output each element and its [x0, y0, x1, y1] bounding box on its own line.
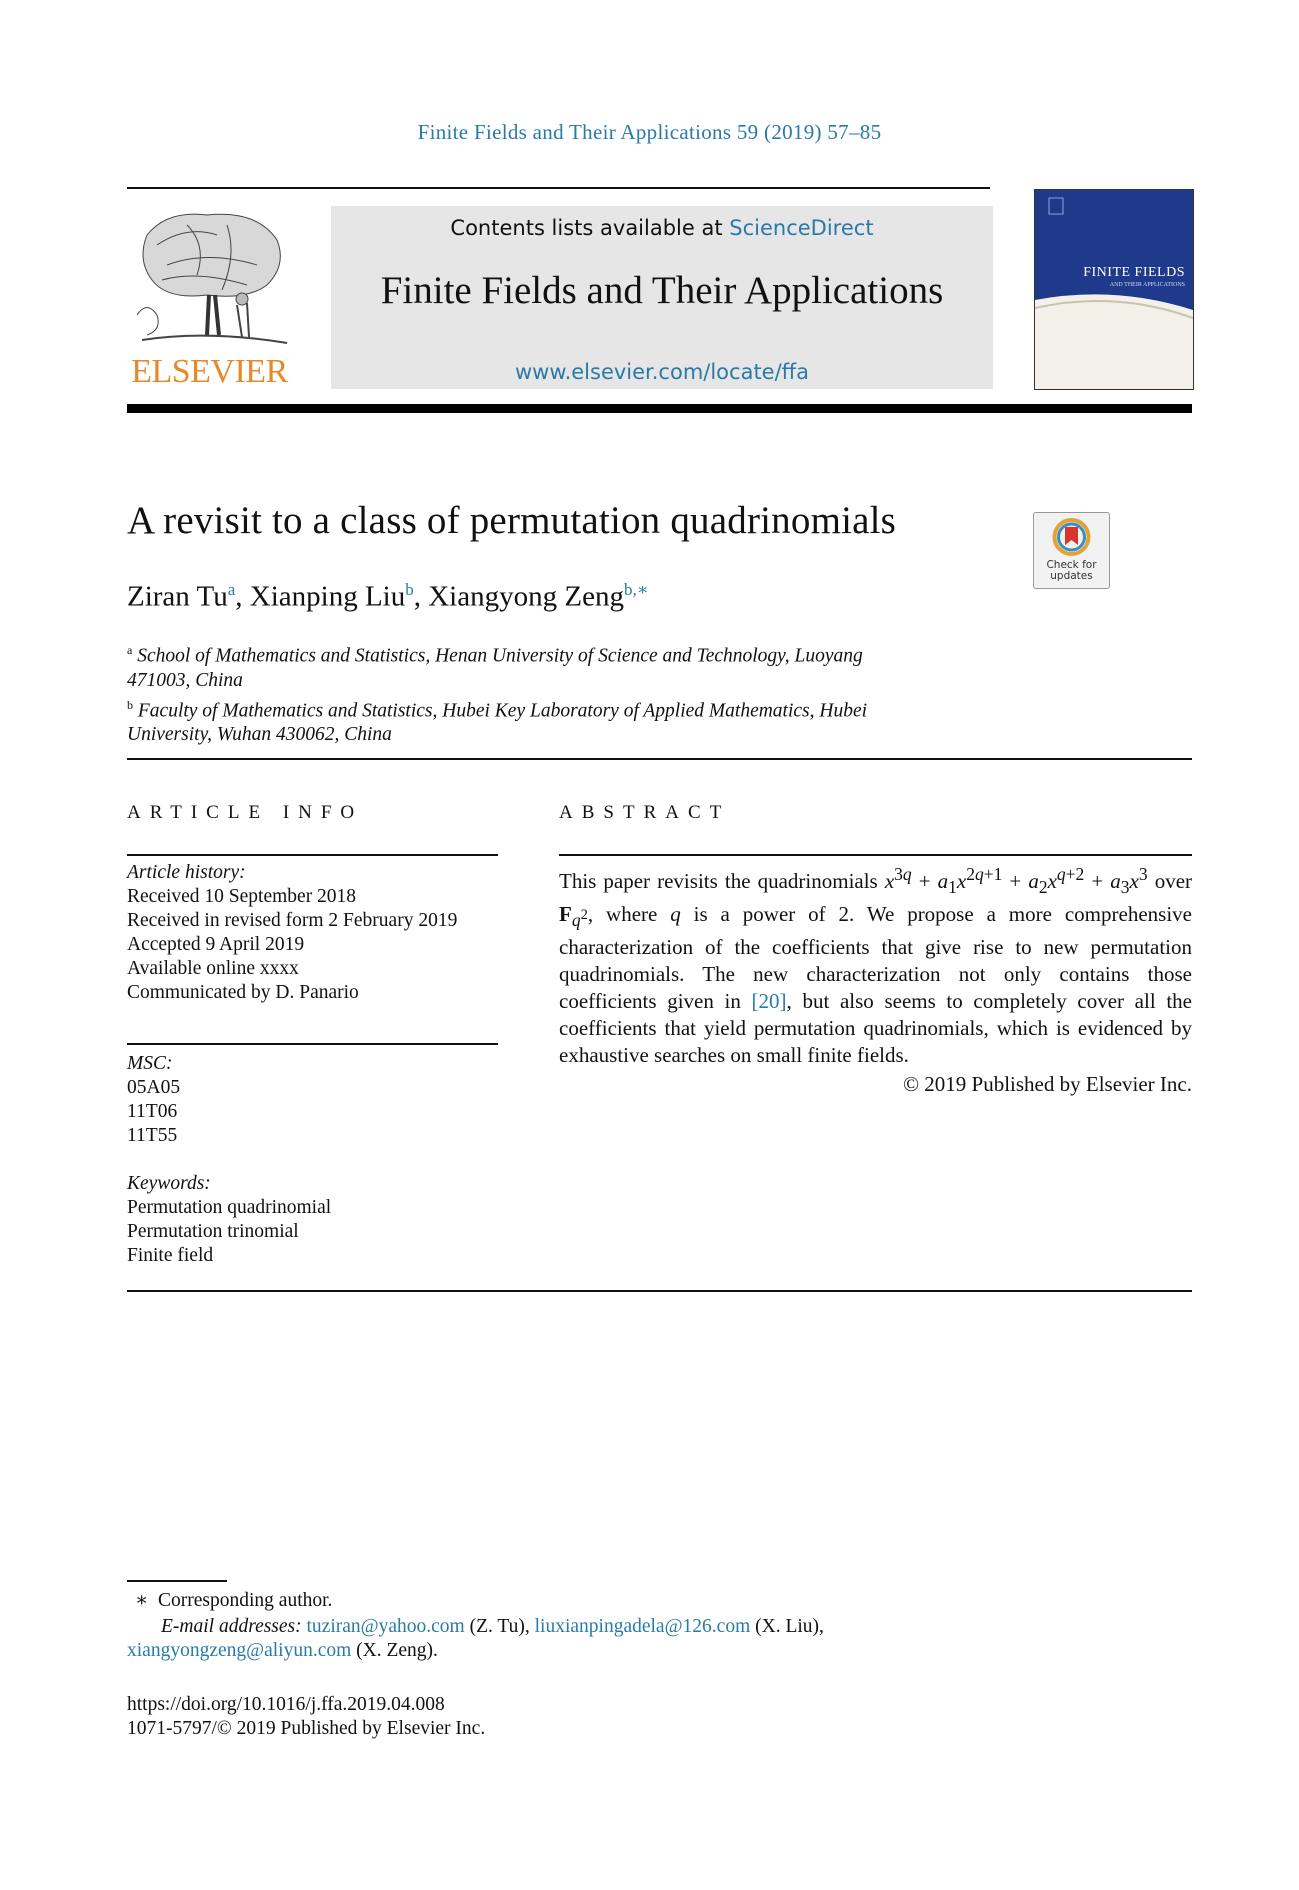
msc-code: 11T55 — [127, 1125, 178, 1146]
cover-subtitle: AND THEIR APPLICATIONS — [1109, 282, 1185, 288]
doi-link[interactable]: https://doi.org/10.1016/j.ffa.2019.04.008 — [127, 1694, 445, 1715]
author-affiliation-mark[interactable]: b — [405, 580, 414, 599]
affiliations — [127, 638, 907, 747]
check-for-updates-button[interactable] — [1033, 512, 1110, 589]
abstract-text: This paper revisits the quadrinomials $x^{3q} + a_1x^{2q+1} + a_2x^{q+2} + a_3x^3$ over $F_{q^2}$, where q is a power of 2. We propose a more comprehensive characterization of the coefficients that give rise to new permutation quadrinomials. The new characterization not only contains those coefficients given in [20], but also seems to completely cover all the coefficients that yield permutation quadrinomials, which is evidenced by exhaustive searches on small finite fields. — [559, 864, 1193, 1068]
abstract-rule — [559, 854, 1192, 856]
history-item: Accepted 9 April 2019 — [127, 934, 305, 955]
affiliation-b: $^b$ Faculty of Mathematics and Statistics, Hubei Key Laboratory of Applied Mathematics, Hubei University, Wuhan 430062, China — [127, 697, 868, 745]
journal-url-link[interactable]: www.elsevier.com/locate/ffa — [514, 360, 810, 384]
msc-block — [127, 1052, 498, 1148]
affiliation-a: $^a$ School of Mathematics and Statistics, Henan University of Science and Technology, Luoyang 471003, China — [127, 643, 863, 691]
author-list: Ziran Tu$^a$, Xianping Liu$^b$, Xiangyong Zeng$^{b,∗}$ — [127, 580, 649, 613]
check-for-updates-label: Check for updates — [1046, 559, 1097, 582]
journal-banner — [331, 206, 993, 389]
cover-title: FINITE FIELDS — [1083, 265, 1185, 280]
history-item: Received 10 September 2018 — [127, 886, 357, 907]
email-link[interactable]: xiangyongzeng@aliyun.com — [127, 1640, 352, 1661]
running-head: Finite Fields and Their Applications 59 (2019) 57–85 — [417, 120, 882, 144]
author-name: Xianping Liu — [249, 580, 406, 613]
keywords-block — [127, 1172, 498, 1268]
contents-line — [331, 216, 993, 240]
keywords-label: Keywords: — [127, 1173, 211, 1194]
crossmark-icon — [1034, 513, 1109, 558]
author-affiliation-mark[interactable]: a — [227, 580, 236, 599]
abstract-copyright: © 2019 Published by Elsevier Inc. — [903, 1072, 1192, 1096]
history-item: Received in revised form 2 February 2019 — [127, 910, 458, 931]
banner-bottom-rule — [127, 404, 1192, 413]
msc-rule — [127, 1043, 498, 1045]
author-affiliation-mark[interactable]: b,∗ — [623, 580, 649, 599]
keyword: Finite field — [127, 1245, 214, 1266]
citation-link[interactable]: [20] — [751, 989, 787, 1014]
msc-label: MSC: — [127, 1053, 173, 1074]
corresponding-author-note: ∗ Corresponding author. — [135, 1590, 333, 1611]
keyword: Permutation trinomial — [127, 1221, 299, 1242]
author-name: Xiangyong Zeng — [428, 580, 624, 613]
front-matter-bottom-rule — [127, 1290, 1192, 1292]
msc-code: 11T06 — [127, 1101, 178, 1122]
article-info-rule — [127, 854, 498, 856]
keyword: Permutation quadrinomial — [127, 1197, 332, 1218]
footnote-mark: ∗ — [135, 1590, 149, 1611]
abstract-heading: ABSTRACT — [559, 802, 731, 823]
history-item: Available online xxxx — [127, 958, 299, 979]
issn-line: 1071-5797/© 2019 Published by Elsevier Inc. — [127, 1718, 486, 1739]
quadrinomial-formula: $x^{3q} + a_1x^{2q+1} + a_2x^{q+2} + a_3x^3$ — [884, 864, 1148, 898]
email-link[interactable]: liuxianpingadela@126.com — [534, 1616, 751, 1637]
msc-code: 05A05 — [127, 1077, 181, 1098]
author-name: Ziran Tu — [127, 580, 228, 613]
article-history — [127, 861, 498, 1005]
contents-prefix: Contents lists available at — [450, 216, 730, 240]
article-info-heading: ARTICLE INFO — [127, 802, 364, 823]
journal-cover — [1034, 189, 1194, 390]
journal-title: Finite Fields and Their Applications — [380, 269, 944, 312]
email-addresses: E-mail addresses: tuziran@yahoo.com (Z. Tu), liuxianpingadela@126.com (X. Liu), xiangyongzeng@aliyun.com (X. Zeng). — [127, 1616, 824, 1661]
email-label: E-mail addresses: — [161, 1616, 302, 1637]
article-title: A revisit to a class of permutation quadrinomials — [127, 499, 897, 542]
field-symbol: $F_{q^2}$ — [559, 902, 588, 931]
history-label: Article history: — [127, 862, 246, 883]
elsevier-wordmark: ELSEVIER — [131, 353, 288, 390]
history-item: Communicated by D. Panario — [127, 982, 359, 1003]
section-divider — [127, 758, 1192, 760]
header-rule — [127, 187, 990, 189]
email-link[interactable]: tuziran@yahoo.com — [306, 1616, 465, 1637]
footnote-rule — [127, 1580, 227, 1582]
sciencedirect-link[interactable]: ScienceDirect — [729, 216, 874, 240]
